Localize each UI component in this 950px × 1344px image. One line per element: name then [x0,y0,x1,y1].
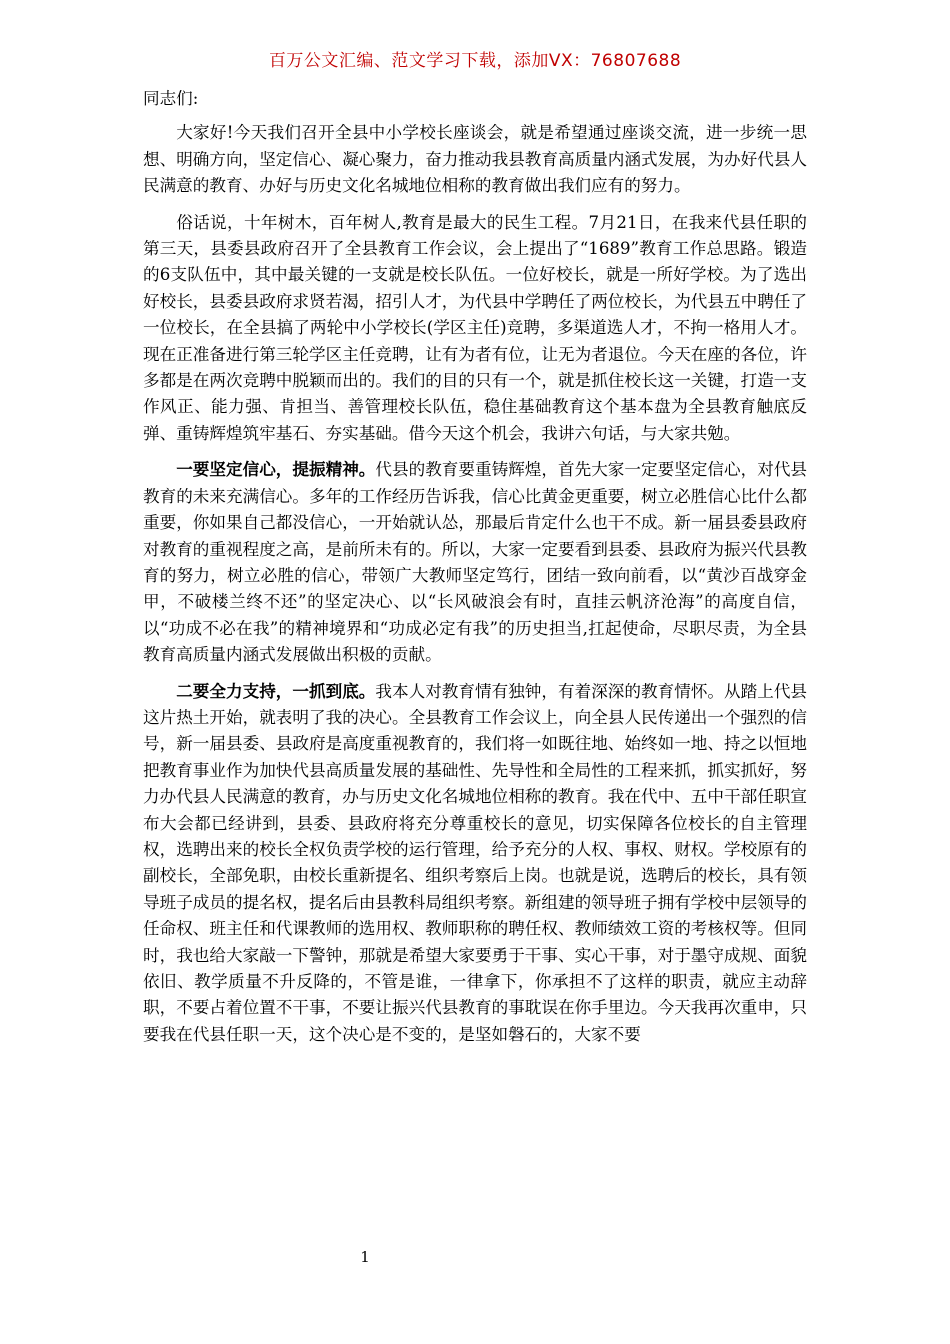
paragraph-background [143,210,807,448]
page-number: 1 [360,1248,370,1266]
paragraph-point-one [143,457,807,668]
header-banner: 百万公文汇编、范文学习下载，添加VX：76807688 [268,51,682,71]
paragraph-text: 大家好!今天我们召开全县中小学校长座谈会，就是希望通过座谈交流，进一步统一思想、明确方向，坚定信心、凝心聚力，奋力推动我县教育高质量内涵式发展，为办好代县人民满意的教育、办好与历史文化名城地位相称的教育做出我们应有的努力。 [143,123,807,196]
paragraph-text: 俗话说，十年树木，百年树人,教育是最大的民生工程。7月21日，在我来代县任职的第三天，县委县政府召开了全县教育工作会议，会上提出了“1689”教育工作总思路。锻造的6支队伍中，其中最关键的一支就是校长队伍。一位好校长，就是一所好学校。为了选出好校长，县委县政府求贤若渴，招引人才，为代县中学聘任了两位校长，为代县五中聘任了一位校长，在全县搞了两轮中小学校长(学区主任)竞聘，多渠道选人才，不拘一格用人才。现在正准备进行第三轮学区主任竞聘，让有为者有位，让无为者退位。今天在座的各位，许多都是在两次竞聘中脱颖而出的。我们的目的只有一个，就是抓住校长这一关键，打造一支作风正、能力强、肯担当、善管理校长队伍，稳住基础教育这个基本盘为全县教育触底反弹、重铸辉煌筑牢基石、夯实基础。借今天这个机会，我讲六句话，与大家共勉。 [143,212,807,443]
paragraph-text: 我本人对教育情有独钟，有着深深的教育情怀。从踏上代县这片热土开始，就表明了我的决心。全县教育工作会议上，向全县人民传递出一个强烈的信号，新一届县委、县政府是高度重视教育的，我们将一如既往地、始终如一地、持之以恒地把教育事业作为加快代县高质量发展的基础性、先导性和全局性的工程来抓，抓实抓好，努力办代县人民满意的教育，办与历史文化名城地位相称的教育。我在代中、五中干部任职宣布大会都已经讲到，县委、县政府将充分尊重校长的意见，切实保障各位校长的自主管理权，选聘出来的校长全权负责学校的运行管理，给予充分的人权、事权、财权。学校原有的副校长，全部免职，由校长重新提名、组织考察后上岗。也就是说，选聘后的校长，具有领导班子成员的提名权，提名后由县教科局组织考察。新组建的领导班子拥有学校中层领导的任命权、班主任和代课教师的选用权、教师职称的聘任权、教师绩效工资的考核权等。但同时，我也给大家敲一下警钟，那就是希望大家要勇于干事、实心干事，对于墨守成规、面貌依旧、教学质量不升反降的，不管是谁，一律拿下，你承担不了这样的职责，就应主动辞职，不要占着位置不干事，不要让振兴代县教育的事耽误在你手里边。今天我再次重申，只要我在代县任职一天，这个决心是不变的，是坚如磐石的，大家不要 [143,681,808,1044]
paragraph-point-two [143,679,807,1049]
salutation: 同志们: [143,89,199,108]
paragraph-opening [143,120,807,199]
paragraph-lead: 一要坚定信心，提振精神。 [176,460,376,480]
paragraph-text: 代县的教育要重铸辉煌，首先大家一定要坚定信心，对代县教育的未来充满信心。多年的工作经历告诉我，信心比黄金更重要，树立必胜信心比什么都重要，你如果自己都没信心，一开始就认怂，那最后肯定什么也干不成。新一届县委县政府对教育的重视程度之高，是前所未有的。所以，大家一定要看到县委、县政府为振兴代县教育的努力，树立必胜的信心，带领广大教师坚定笃行，团结一致向前看，以“黄沙百战穿金甲，不破楼兰终不还”的坚定决心、以“长风破浪会有时，直挂云帆济沧海”的高度自信，以“功成不必在我”的精神境界和“功成必定有我”的历史担当,扛起使命，尽职尽责，为全县教育高质量内涵式发展做出积极的贡献。 [143,460,808,665]
document-body [143,86,807,1058]
paragraph-lead: 二要全力支持，一抓到底。 [176,681,376,701]
